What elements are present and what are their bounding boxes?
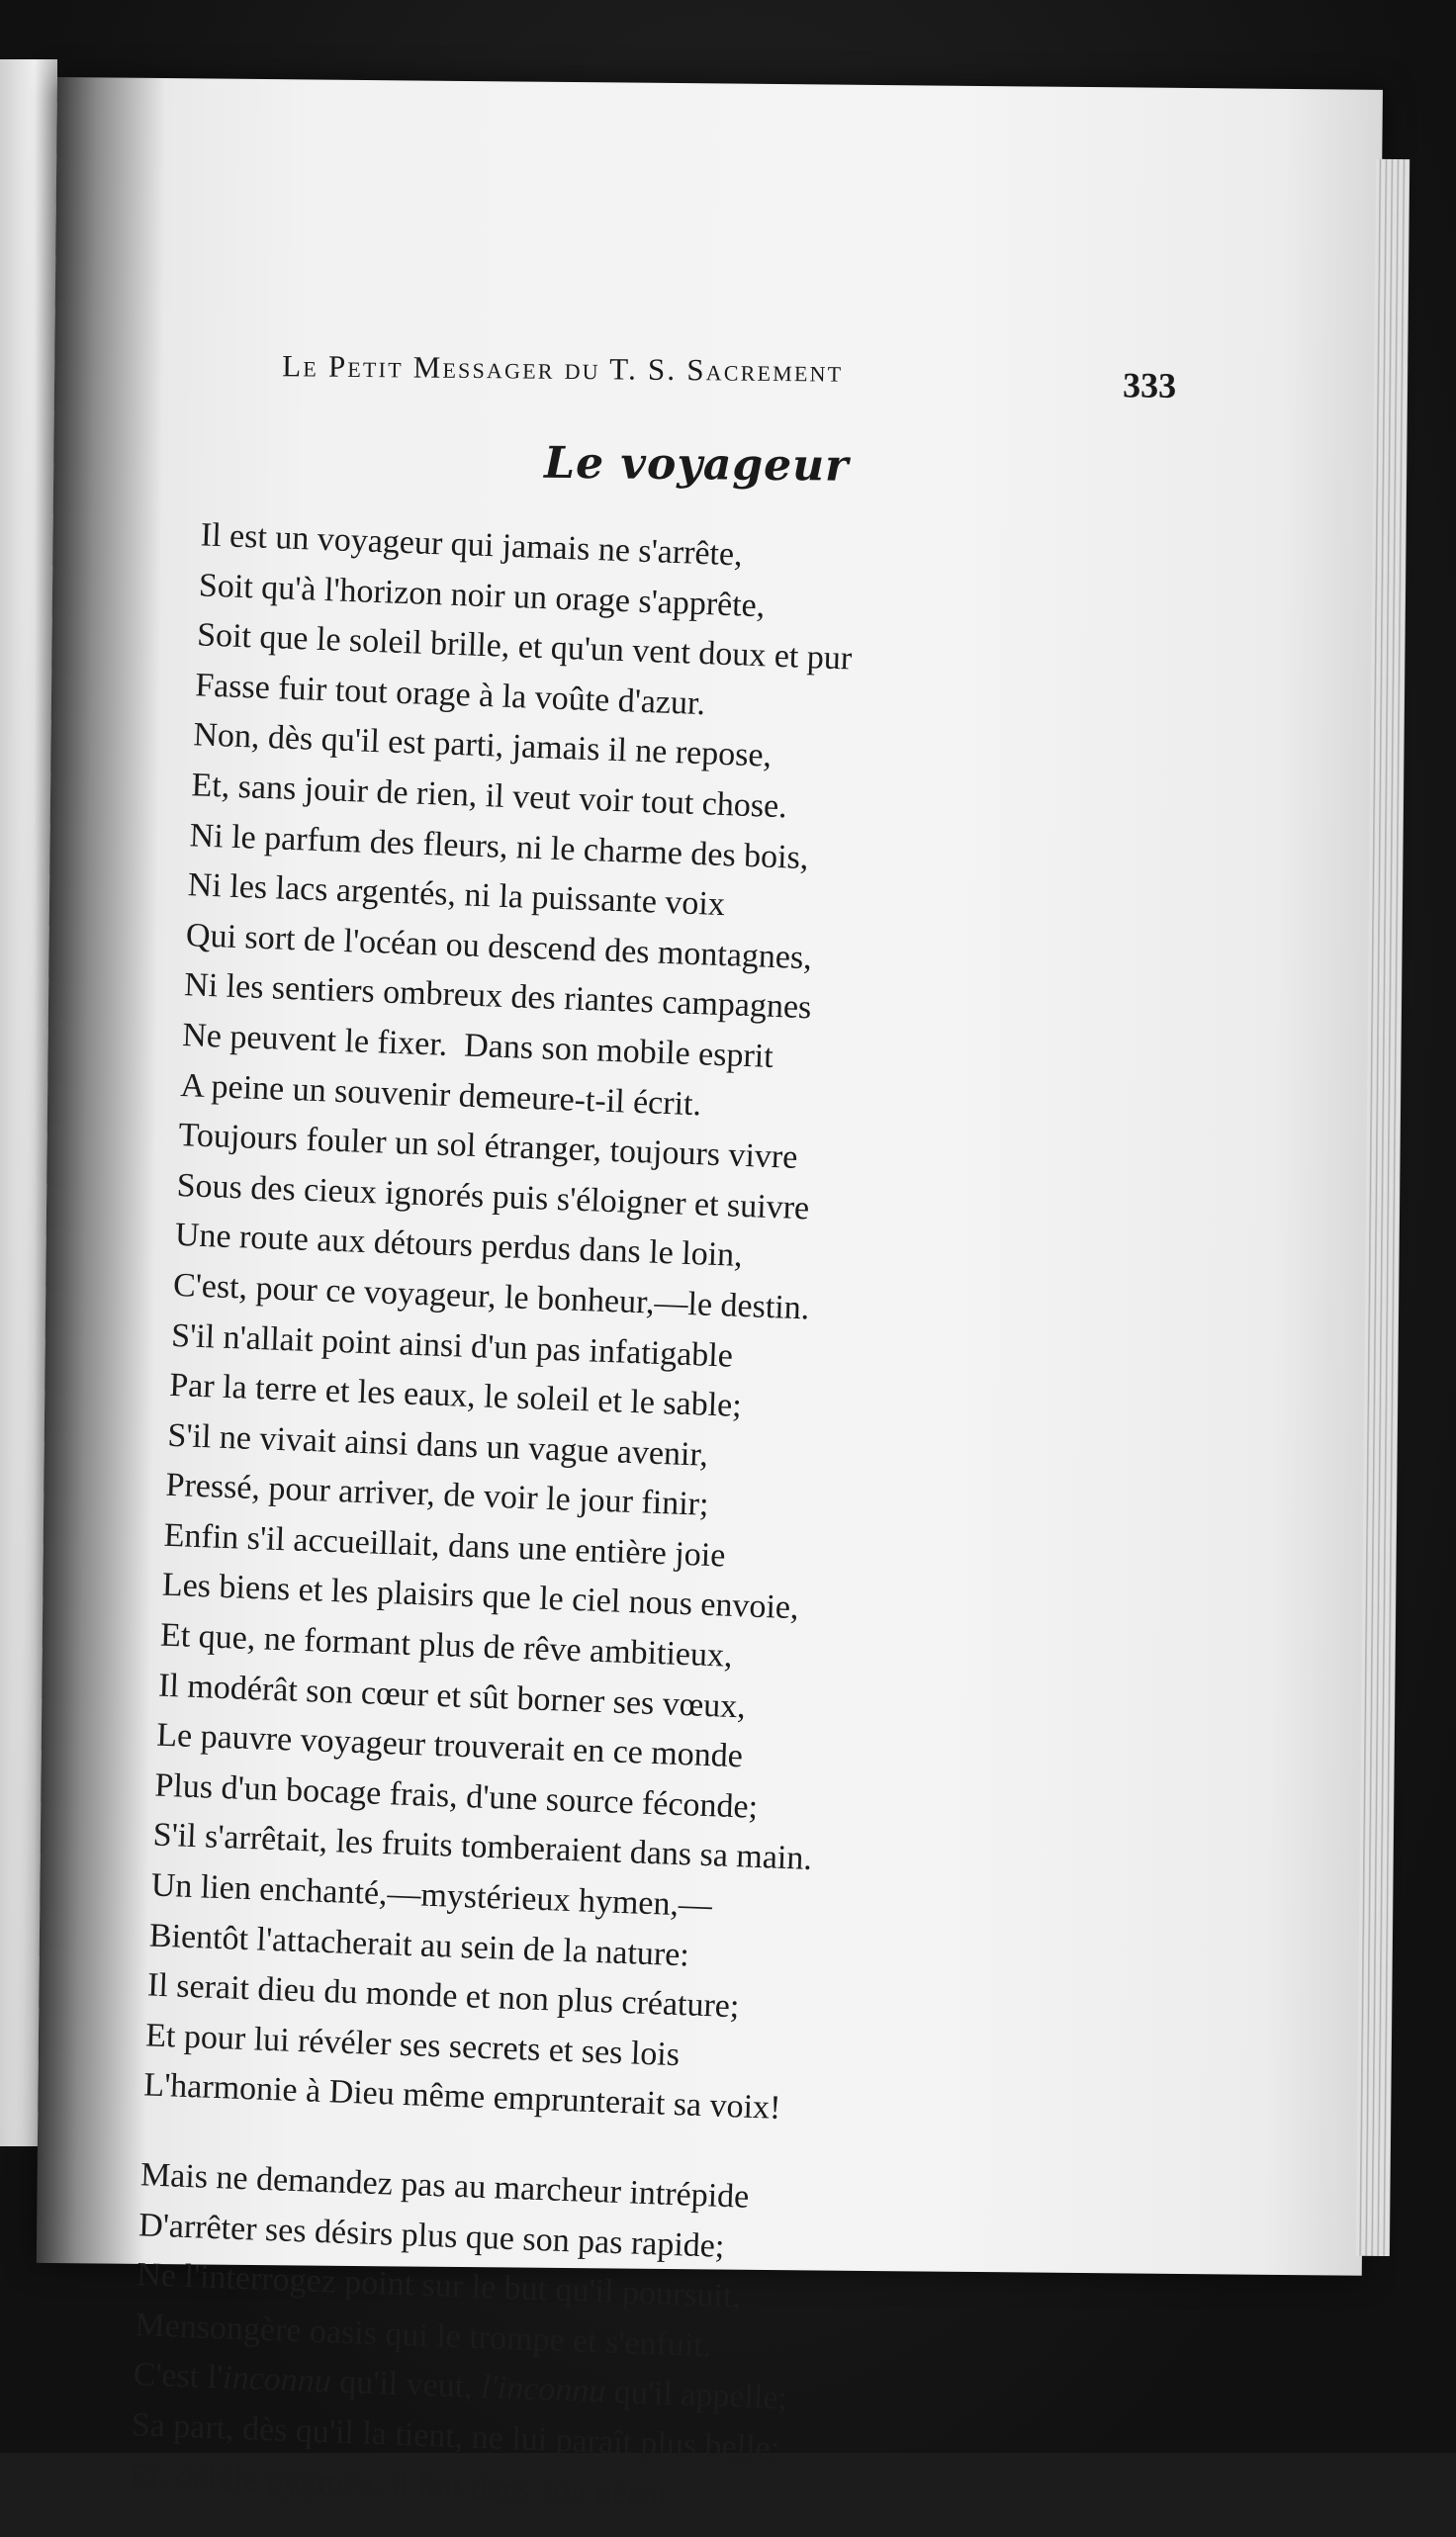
poem-line: C'est, pour ce voyageur, le bonheur,—le destin. — [172, 1266, 810, 1327]
poem-line: A peine un souvenir demeure-t-il écrit. — [179, 1066, 702, 1123]
running-head — [282, 348, 1093, 392]
poem-line: Et que, ne formant plus de rêve ambitieux, — [159, 1616, 734, 1675]
line-part: qu'il appelle; — [604, 2374, 788, 2417]
poem-line: Soit que le soleil brille, et qu'un vent doux et pur — [196, 616, 853, 678]
poem-line: Ne peuvent le fixer. Dans son mobile esprit — [181, 1017, 774, 1075]
poem-line: Il modérât son cœur et sût borner ses vœux, — [157, 1667, 747, 1726]
poem-line: Le pauvre voyageur trouverait en ce monde — [155, 1716, 744, 1775]
poem-line: Et, sans jouir de rien, il veut voir tout chose. — [190, 767, 788, 826]
emphasis-inconnu: l'inconnu — [480, 2369, 607, 2411]
poem-line: Bientôt l'attacherait au sein de la nature: — [148, 1917, 690, 1974]
poem-line: Ni les sentiers ombreux des riantes campagnes — [183, 966, 812, 1027]
poem-line: Un lien enchanté,—mystérieux hymen,— — [150, 1866, 713, 1925]
poem-line: Enfin s'il accueillait, dans une entière joie — [163, 1516, 726, 1575]
poem-line: Une route aux détours perdus dans le loin, — [174, 1217, 744, 1275]
book-page — [37, 77, 1383, 2513]
poem-body — [129, 510, 1091, 2533]
poem-line: Toujours fouler un sol étranger, toujours vivre — [177, 1117, 798, 1177]
poem-line: S'il s'arrêtait, les fruits tomberaient dans sa main. — [152, 1816, 813, 1878]
poem-line: S'il n'allait point ainsi d'un pas infatigable — [170, 1316, 734, 1375]
poem-line: S'il ne vivait ainsi dans un vague avenir, — [166, 1416, 709, 1474]
poem-line: Soit qu'à l'horizon noir un orage s'apprête, — [198, 566, 766, 624]
stanza-1 — [142, 510, 1091, 2143]
poem-line: Ni le parfum des fleurs, ni le charme des bois, — [189, 816, 810, 876]
poem-line: Pressé, pour arriver, de voir le jour finir; — [164, 1467, 710, 1524]
poem-line: Il serait dieu du monde et non plus créature; — [146, 1966, 741, 2026]
poem-line: Par la terre et les eaux, le soleil et le sable; — [168, 1366, 743, 1425]
poem-line: L'harmonie à Dieu même emprunterait sa voix! — [142, 2066, 782, 2128]
poem-line: Sa part, dès qu'il la tient, ne lui paraît plus belle; — [131, 2406, 780, 2468]
poem-line: Fasse fuir tout orage à la voûte d'azur. — [194, 667, 706, 722]
poem-line: Mensongère oasis qui le trompe et s'enfuit. — [134, 2306, 712, 2365]
stanza-2 — [129, 2150, 1031, 2533]
poem-line: Non, dès qu'il est parti, jamais il ne repose, — [192, 716, 773, 775]
poem-line: Et, débile pygmée, il fait dans son néant — [129, 2456, 670, 2513]
poem-line: Ni les lacs argentés, ni la puissante voix — [187, 866, 726, 924]
poem-line: Mais ne demandez pas au marcheur intrépide — [139, 2156, 750, 2216]
emphasis-inconnu: inconnu — [222, 2359, 332, 2401]
line-part: qu'il veut, — [330, 2363, 482, 2406]
poem-line: Sous des cieux ignorés puis s'éloigner et suivre — [176, 1166, 810, 1227]
poem-line: Et pour lui révéler ses secrets et ses lois — [144, 2017, 681, 2073]
poem-line: D'arrêter ses désirs plus que son pas rapide; — [137, 2206, 726, 2265]
poem-line: Ne l'interrogez point sur le but qu'il poursuit, — [136, 2256, 742, 2315]
poem-line: Plus d'un bocage frais, d'une source féconde; — [153, 1767, 759, 1826]
poem-line: Il est un voyageur qui jamais ne s'arrête, — [200, 516, 744, 574]
page-number: 333 — [1122, 365, 1177, 406]
line-part: C'est l' — [133, 2356, 224, 2397]
poem-line: Les biens et les plaisirs que le ciel nous envoie, — [161, 1567, 800, 1627]
poem-title: Le voyageur — [543, 437, 850, 492]
poem-line: Qui sort de l'océan ou descend des montagnes, — [185, 916, 813, 977]
running-head-text: Le Petit Messager du T. S. Sacrement — [282, 348, 844, 389]
